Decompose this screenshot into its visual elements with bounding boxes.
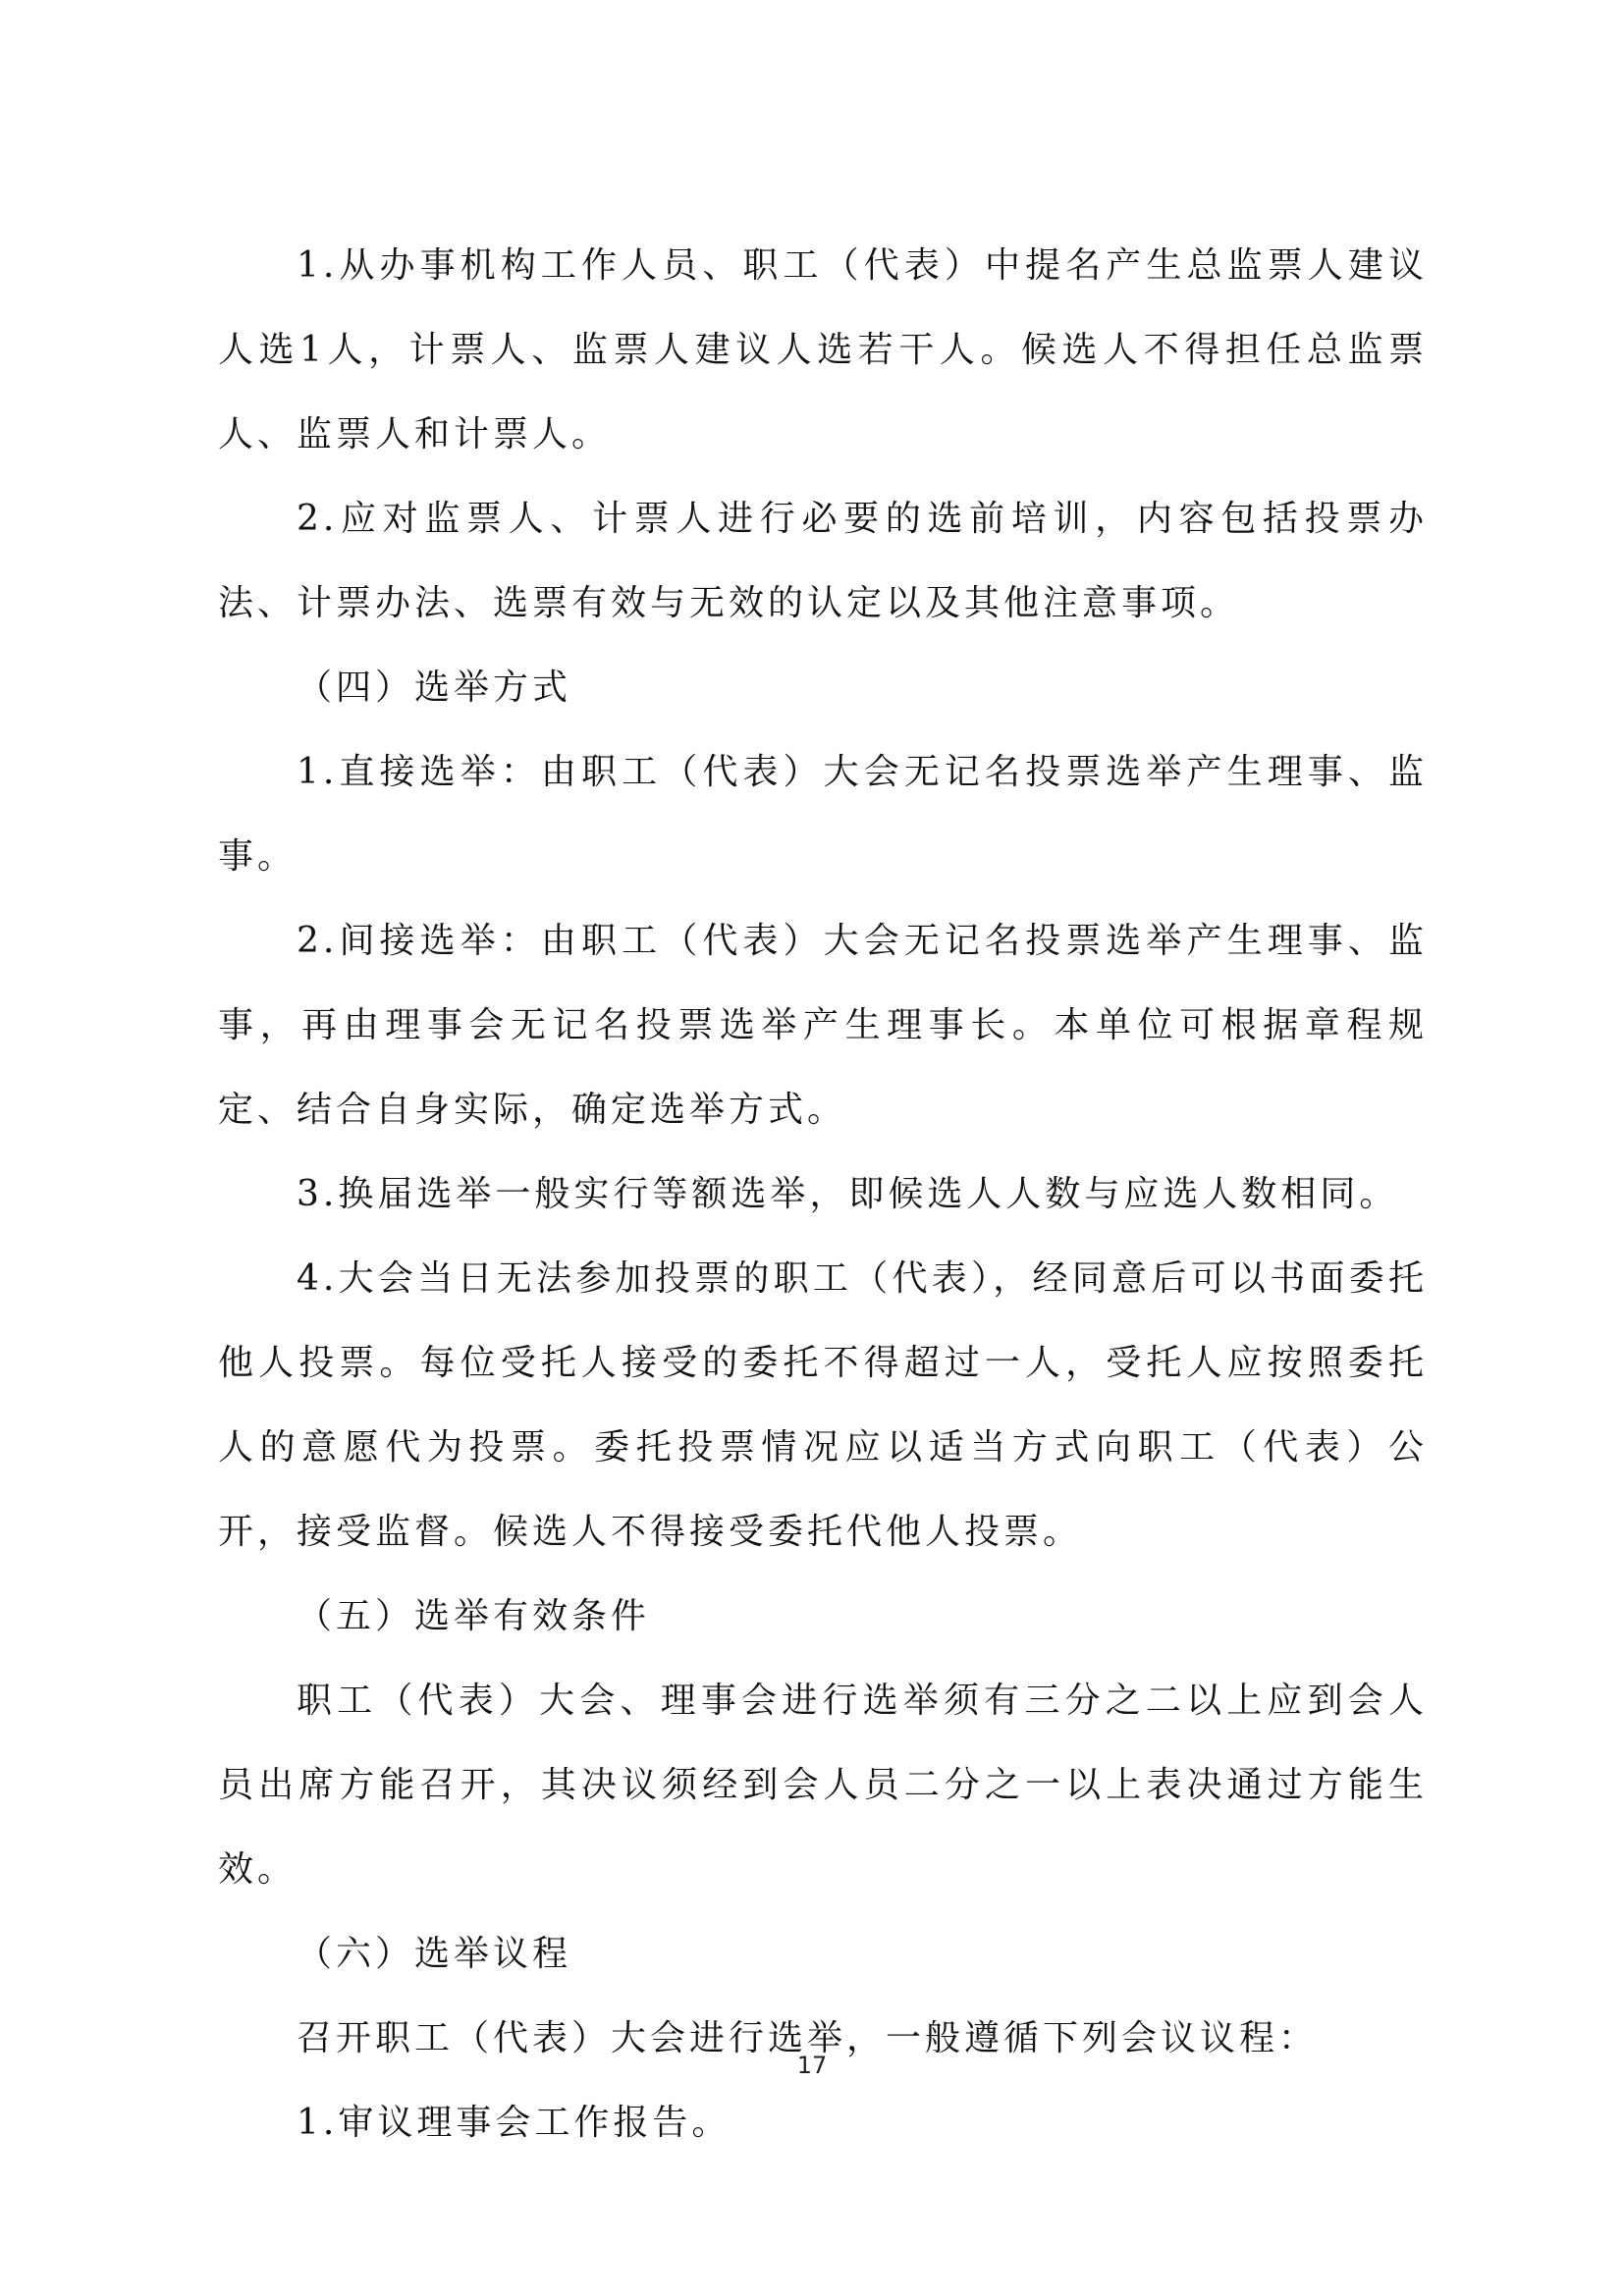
paragraph-equal-election: 3.换届选举一般实行等额选举，即候选人人数与应选人数相同。 (297, 1174, 1399, 1214)
paragraph-quorum: 职工（代表）大会、理事会进行选举须有三分之二以上应到会人员出席方能召开，其决议须经到会人员二分之一以上表决通过方能生效。 (218, 1681, 1428, 1890)
section-heading-valid-conditions: （五）选举有效条件 (297, 1596, 651, 1636)
page-number: 17 (796, 2052, 828, 2079)
paragraph-training: 2.应对监票人、计票人进行必要的选前培训，内容包括投票办法、计票办法、选票有效与无效的认定以及其他注意事项。 (218, 499, 1428, 623)
paragraph-agenda-intro: 召开职工（代表）大会进行选举，一般遵循下列会议议程： (297, 2018, 1319, 2058)
section-heading-agenda: （六）选举议程 (297, 1934, 572, 1974)
paragraph-indirect-election: 2.间接选举：由职工（代表）大会无记名投票选举产生理事、监事，再由理事会无记名投票选举产生理事长。本单位可根据章程规定、结合自身实际，确定选举方式。 (218, 921, 1428, 1130)
document-body (218, 224, 1428, 2165)
paragraph-agenda-item-1: 1.审议理事会工作报告。 (297, 2103, 731, 2143)
section-heading-election-method: （四）选举方式 (297, 667, 572, 708)
paragraph-proxy-voting: 4.大会当日无法参加投票的职工（代表），经同意后可以书面委托他人投票。每位受托人接受的委托不得超过一人，受托人应按照委托人的意愿代为投票。委托投票情况应以适当方式向职工（代表）公开，接受监督。候选人不得接受委托代他人投票。 (218, 1258, 1428, 1552)
paragraph-direct-election: 1.直接选举：由职工（代表）大会无记名投票选举产生理事、监事。 (218, 752, 1428, 877)
paragraph-nomination: 1.从办事机构工作人员、职工（代表）中提名产生总监票人建议人选1人，计票人、监票人建议人选若干人。候选人不得担任总监票人、监票人和计票人。 (218, 245, 1428, 454)
